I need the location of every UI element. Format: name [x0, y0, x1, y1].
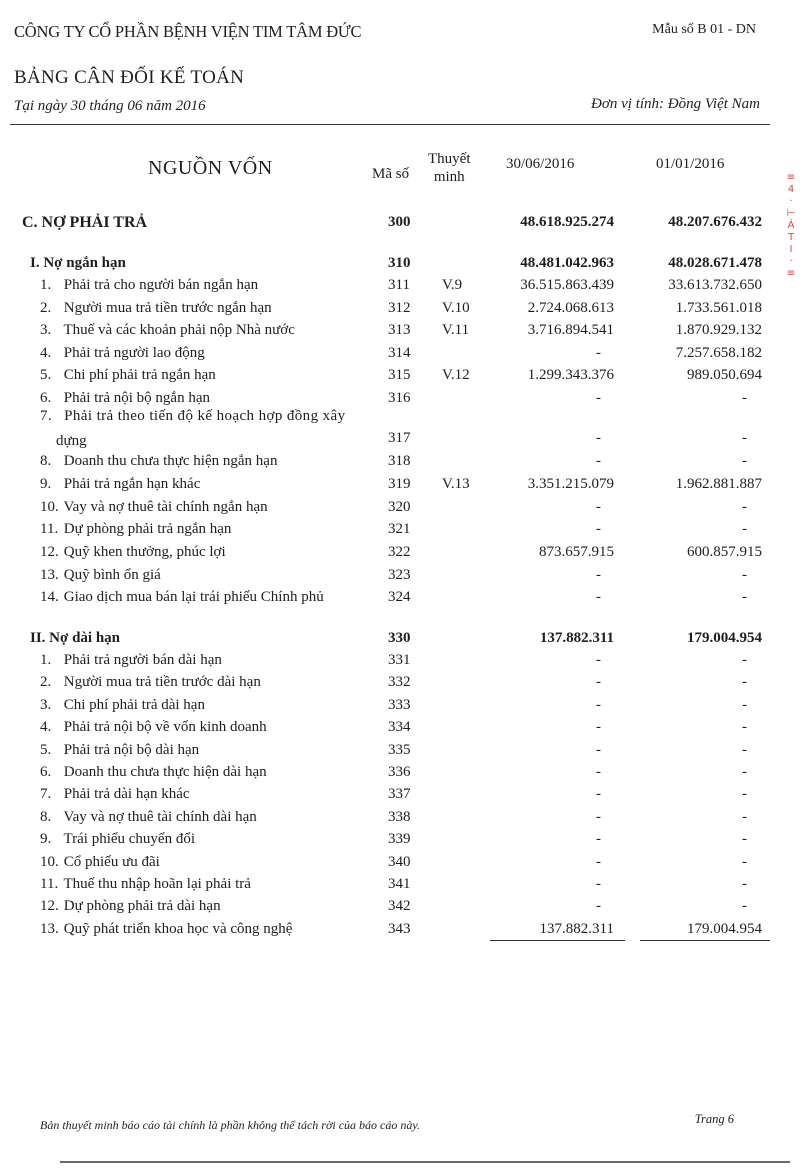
column-header-item: NGUỒN VỐN	[148, 157, 273, 179]
value-period1: 873.657.915	[539, 544, 614, 560]
currency-unit: Đơn vị tính: Đồng Việt Nam	[591, 96, 760, 112]
value-period2: 48.028.671.478	[668, 255, 762, 271]
row-number: 1.	[40, 652, 52, 668]
row-label: C. NỢ PHẢI TRẢ	[22, 214, 148, 231]
row-label	[40, 854, 160, 871]
value-period1: 48.481.042.963	[520, 255, 614, 271]
row-code: 340	[388, 853, 411, 870]
row-label	[40, 521, 231, 538]
value-period1: -	[596, 652, 601, 668]
row-text: Phải trả ngắn hạn khác	[63, 476, 201, 492]
value-period1: -	[596, 345, 601, 361]
value-period2: -	[742, 390, 747, 406]
table-row	[0, 742, 800, 764]
row-text: Doanh thu chưa thực hiện dài hạn	[63, 764, 267, 780]
table-row	[0, 499, 800, 521]
row-code: 312	[388, 300, 411, 316]
row-number: 1.	[40, 277, 52, 293]
value-period2: -	[742, 589, 747, 605]
row-number: 5.	[40, 741, 52, 758]
value-period1: 1.299.343.376	[527, 367, 614, 383]
row-code: 315	[388, 367, 411, 383]
value-period2: 600.857.915	[687, 544, 762, 560]
row-text: Cổ phiếu ưu đãi	[63, 853, 160, 870]
column-header-period1: 30/06/2016	[506, 156, 575, 172]
value-period1: -	[596, 853, 601, 870]
row-text: Phải trả nội bộ ngắn hạn	[63, 390, 210, 406]
row-text: Dự phòng phải trả ngắn hạn	[63, 521, 232, 537]
row-code: 316	[388, 390, 411, 406]
value-period2: -	[742, 808, 747, 825]
row-code: 343	[388, 920, 411, 937]
row-label	[40, 345, 205, 362]
document-title: BẢNG CÂN ĐỐI KẾ TOÁN	[14, 67, 245, 88]
form-code: Mẫu số B 01 - DN	[652, 22, 756, 37]
row-note: V.13	[442, 476, 470, 492]
row-code: 342	[388, 898, 411, 915]
row-label: I. Nợ ngắn hạn	[30, 255, 126, 271]
page-number: Trang 6	[694, 1112, 734, 1126]
value-period2: -	[742, 674, 747, 691]
section bold-row	[0, 214, 800, 236]
value-period2: 33.613.732.650	[668, 277, 762, 293]
table-row	[0, 674, 800, 696]
row-text: Trái phiếu chuyển đổi	[63, 831, 195, 848]
row-number: 12.	[40, 898, 59, 915]
value-period1: -	[596, 453, 601, 469]
row-label	[40, 898, 221, 915]
value-period1: -	[596, 719, 601, 736]
row-note: V.11	[442, 322, 470, 338]
row-code: 324	[388, 589, 411, 605]
row-label	[40, 408, 345, 425]
row-number: 2.	[40, 300, 52, 316]
column-header-note	[428, 150, 471, 186]
value-period2: 48.207.676.432	[668, 214, 762, 230]
row-code: 323	[388, 567, 411, 583]
row-text: Phải trả nội bộ về vốn kinh doanh	[63, 719, 267, 736]
value-period2: 179.004.954	[687, 630, 762, 646]
value-period2: -	[742, 786, 747, 803]
table-row	[0, 589, 800, 611]
row-code: 320	[388, 499, 411, 515]
value-period1: -	[596, 674, 601, 691]
table-row	[0, 764, 800, 786]
value-period2: -	[742, 430, 747, 446]
table-row	[0, 786, 800, 808]
row-text: Phải trả người lao động	[63, 345, 205, 361]
row-code: 314	[388, 345, 411, 361]
row-code: 310	[388, 255, 411, 271]
row-code: 300	[388, 214, 411, 230]
row-code: 311	[388, 277, 410, 293]
table-row	[0, 697, 800, 719]
value-period2: 179.004.954	[687, 920, 762, 937]
row-code: 321	[388, 521, 411, 537]
group bold-row	[0, 255, 800, 277]
row-label	[40, 831, 195, 848]
table-row	[0, 876, 800, 898]
value-period1: -	[596, 589, 601, 605]
row-label	[40, 589, 324, 606]
row-number: 2.	[40, 674, 52, 691]
header-divider	[10, 124, 770, 125]
row-label-continuation: dựng	[56, 433, 87, 449]
row-number: 14.	[40, 589, 59, 605]
value-period1: -	[596, 696, 601, 713]
table-row	[0, 567, 800, 589]
row-text: Chi phí phải trả dài hạn	[63, 696, 205, 713]
value-period2: -	[742, 831, 747, 848]
row-label	[40, 697, 205, 714]
row-label	[40, 453, 277, 470]
row-number: 10.	[40, 853, 59, 870]
row-code: 339	[388, 831, 411, 848]
row-number: 6.	[40, 764, 52, 780]
row-number: 5.	[40, 367, 52, 383]
row-label	[40, 652, 222, 669]
value-period2: -	[742, 521, 747, 537]
value-period2: 1.733.561.018	[675, 300, 762, 316]
row-note: V.12	[442, 367, 470, 383]
row-text: Vay và nợ thuê tài chính ngắn hạn	[63, 499, 268, 515]
row-text: Phải trả người bán dài hạn	[63, 652, 222, 668]
row-label	[40, 499, 268, 516]
table-row	[0, 476, 800, 498]
row-text: Giao dịch mua bán lại trái phiếu Chính phủ	[63, 589, 324, 605]
value-period1: -	[596, 390, 601, 406]
total-underline-period1	[490, 940, 625, 941]
value-period2: -	[742, 876, 747, 892]
row-number: 9.	[40, 831, 52, 848]
table-row	[0, 652, 800, 674]
row-label	[40, 764, 267, 781]
table-row	[0, 408, 800, 452]
row-label	[40, 567, 161, 584]
row-label	[40, 719, 267, 736]
row-text: Thuế và các khoản phải nộp Nhà nước	[63, 322, 295, 338]
report-date: Tại ngày 30 tháng 06 năm 2016	[14, 98, 206, 114]
row-code: 336	[388, 764, 411, 780]
row-text: Phải trả nội bộ dài hạn	[63, 741, 200, 758]
row-label	[40, 367, 216, 384]
row-text: Doanh thu chưa thực hiện ngắn hạn	[63, 453, 278, 469]
value-period2: -	[742, 719, 747, 736]
value-period1: -	[596, 567, 601, 583]
value-period1: 3.351.215.079	[527, 476, 614, 492]
row-number: 12.	[40, 544, 59, 560]
row-text: Vay và nợ thuê tài chính dài hạn	[63, 808, 257, 825]
row-code: 337	[388, 786, 411, 803]
row-number: 11.	[40, 521, 59, 537]
row-text: Phải trả theo tiến độ kế hoạch hợp đồng xây	[64, 408, 346, 424]
row-text: Chi phí phải trả ngắn hạn	[63, 367, 216, 383]
row-label	[40, 809, 257, 826]
table-row	[0, 544, 800, 566]
row-code: 335	[388, 741, 411, 758]
row-text: Phải trả dài hạn khác	[63, 786, 190, 803]
value-period2: -	[742, 567, 747, 583]
row-number: 10.	[40, 499, 59, 515]
row-number: 13.	[40, 920, 59, 937]
value-period1: -	[596, 499, 601, 515]
value-period2: 1.962.881.887	[675, 476, 762, 492]
value-period1: 2.724.068.613	[527, 300, 614, 316]
row-text: Thuế thu nhập hoãn lại phải trả	[63, 876, 251, 892]
row-note: V.9	[442, 277, 463, 293]
table-row	[0, 898, 800, 920]
row-label	[40, 390, 210, 407]
row-text: Quỹ bình ổn giá	[63, 567, 161, 583]
row-number: 4.	[40, 719, 52, 736]
row-text: Quỹ phát triển khoa học và công nghệ	[63, 920, 293, 937]
row-code: 338	[388, 808, 411, 825]
row-text: Người mua trả tiền trước ngắn hạn	[63, 300, 272, 316]
row-number: 7.	[40, 786, 52, 803]
value-period1: 137.882.311	[539, 920, 614, 937]
row-number: 3.	[40, 696, 52, 713]
row-code: 322	[388, 544, 411, 560]
row-code: 319	[388, 476, 411, 492]
row-number: 4.	[40, 345, 52, 361]
table-row	[0, 809, 800, 831]
value-period2: -	[742, 499, 747, 515]
row-number: 8.	[40, 808, 52, 825]
row-number: 6.	[40, 390, 52, 406]
value-period1: -	[596, 764, 601, 780]
row-label	[40, 277, 258, 294]
row-code: 317	[388, 430, 411, 446]
footer-note: Bản thuyết minh báo cáo tài chính là phần không thể tách rời của báo cáo này.	[40, 1118, 421, 1132]
table-row	[0, 854, 800, 876]
row-number: 3.	[40, 322, 52, 338]
value-period2: -	[742, 741, 747, 758]
row-number: 9.	[40, 476, 52, 492]
value-period2: -	[742, 453, 747, 469]
table-row	[0, 521, 800, 543]
row-text: Người mua trả tiền trước dài hạn	[63, 674, 261, 691]
value-period1: 48.618.925.274	[520, 214, 614, 230]
row-note: V.10	[442, 300, 470, 316]
row-code: 313	[388, 322, 411, 338]
table-row	[0, 719, 800, 741]
row-code: 318	[388, 453, 411, 469]
row-number: 11.	[40, 876, 59, 892]
row-code: 333	[388, 696, 411, 713]
value-period1: -	[596, 808, 601, 825]
value-period1: -	[596, 898, 601, 915]
column-header-period2: 01/01/2016	[656, 156, 725, 172]
table-row	[0, 831, 800, 853]
value-period1: -	[596, 430, 601, 446]
row-code: 341	[388, 876, 411, 892]
group bold-row	[0, 630, 800, 652]
row-label	[40, 674, 261, 691]
row-label	[40, 544, 226, 561]
note-header-line2: minh	[433, 169, 465, 185]
value-period2: -	[742, 898, 747, 915]
red-stamp-mark: ≡ 4 · ⊢ Á T I · ≡	[786, 172, 796, 279]
column-header-code: Mã số	[372, 166, 410, 182]
note-header-line1: Thuyết	[428, 151, 471, 167]
value-period2: -	[742, 696, 747, 713]
row-label	[40, 876, 251, 893]
row-number: 13.	[40, 567, 59, 583]
total-underline-period2	[640, 940, 770, 941]
value-period1: -	[596, 831, 601, 848]
value-period1: 137.882.311	[539, 630, 614, 646]
value-period2: 989.050.694	[687, 367, 762, 383]
row-code: 334	[388, 719, 411, 736]
row-code: 332	[388, 674, 411, 691]
table-row	[0, 453, 800, 475]
value-period1: 36.515.863.439	[520, 277, 614, 293]
row-label	[40, 476, 200, 493]
row-code: 331	[388, 652, 411, 668]
row-number: 7.	[40, 408, 53, 424]
table-row	[0, 322, 800, 344]
company-name: CÔNG TY CỔ PHẦN BỆNH VIỆN TIM TÂM ĐỨC	[14, 22, 362, 41]
row-text: Quỹ khen thưởng, phúc lợi	[63, 544, 226, 560]
row-label	[40, 786, 190, 803]
value-period2: -	[742, 853, 747, 870]
table-row	[0, 300, 800, 322]
row-text: Phải trả cho người bán ngắn hạn	[63, 277, 259, 293]
value-period1: -	[596, 786, 601, 803]
row-label	[40, 322, 295, 339]
row-number: 8.	[40, 453, 52, 469]
value-period1: -	[596, 876, 601, 892]
table-row	[0, 367, 800, 389]
page-edge-shadow	[60, 1161, 790, 1163]
value-period1: -	[596, 741, 601, 758]
row-label: II. Nợ dài hạn	[30, 630, 121, 646]
row-label	[40, 742, 199, 759]
value-period1: -	[596, 521, 601, 537]
row-label	[40, 300, 272, 317]
row-label	[40, 921, 292, 938]
value-period2: 7.257.658.182	[675, 345, 762, 361]
value-period2: -	[742, 764, 747, 780]
table-row	[0, 277, 800, 299]
value-period2: -	[742, 652, 747, 668]
row-code: 330	[388, 630, 411, 646]
row-text: Dự phòng phải trả dài hạn	[63, 898, 221, 915]
value-period1: 3.716.894.541	[527, 322, 614, 338]
table-row	[0, 345, 800, 367]
value-period2: 1.870.929.132	[675, 322, 762, 338]
